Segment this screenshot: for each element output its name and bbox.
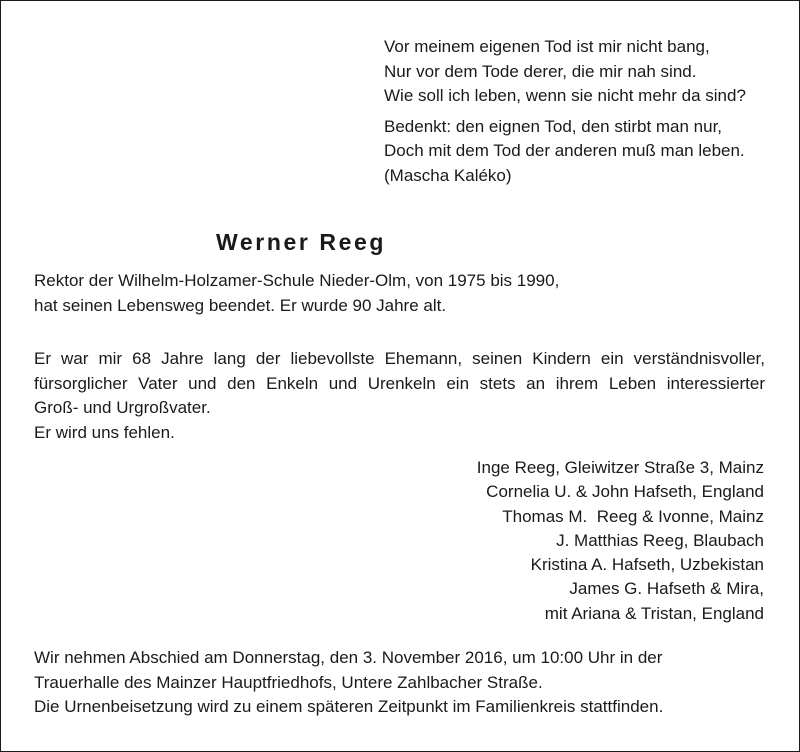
poem-stanza-2 — [384, 115, 746, 189]
poem-quote — [384, 35, 746, 188]
mourners-list — [477, 456, 764, 626]
deceased-name: Werner Reeg — [216, 229, 387, 255]
tribute-line: Er wird uns fehlen. — [34, 422, 175, 442]
mourner-entry: J. Matthias Reeg, Blaubach — [556, 530, 764, 550]
poem-line: Nur vor dem Tode derer, die mir nah sind. — [384, 61, 697, 81]
poem-line: Bedenkt: den eignen Tod, den stirbt man nur, — [384, 116, 723, 136]
mourner-entry: Inge Reeg, Gleiwitzer Straße 3, Mainz — [476, 458, 764, 477]
mourner-entry: Cornelia U. & John Hafseth, England — [486, 482, 764, 502]
poem-line: Wie soll ich leben, wenn sie nicht mehr da sind? — [384, 86, 746, 105]
intro-text — [34, 269, 774, 318]
tribute-text — [34, 347, 765, 445]
tribute-line: Er war mir 68 Jahre lang der liebevollste Ehemann, seinen Kindern ein verständnisvoller, — [34, 349, 765, 368]
mourner-entry: mit Ariana & Tristan, England — [544, 603, 764, 623]
intro-line: Rektor der Wilhelm-Holzamer-Schule Nieder-Olm, von 1975 bis 1990, — [34, 271, 560, 290]
mourner-entry: Kristina A. Hafseth, Uzbekistan — [530, 555, 764, 575]
mourner-entry: Thomas M. Reeg & Ivonne, Mainz — [502, 506, 764, 526]
mourner-entry: James G. Hafseth & Mira, — [569, 579, 764, 599]
farewell-line: Trauerhalle des Mainzer Hauptfriedhofs, Untere Zahlbacher Straße. — [34, 672, 543, 692]
poem-line: Vor meinem eigenen Tod ist mir nicht bang, — [384, 37, 710, 56]
poem-stanza-1 — [384, 35, 746, 109]
tribute-line: Groß- und Urgroßvater. — [34, 398, 211, 417]
intro-line: hat seinen Lebensweg beendet. Er wurde 90 Jahre alt. — [34, 295, 447, 315]
farewell-text — [34, 646, 774, 720]
farewell-line: Die Urnenbeisetzung wird zu einem späteren Zeitpunkt im Familienkreis stattfinden. — [34, 697, 664, 716]
poem-attribution: (Mascha Kaléko) — [384, 165, 512, 185]
tribute-line: fürsorglicher Vater und den Enkeln und Urenkeln ein stets an ihrem Leben interessierter — [34, 373, 765, 393]
farewell-line: Wir nehmen Abschied am Donnerstag, den 3. November 2016, um 10:00 Uhr in der — [34, 648, 663, 667]
poem-line: Doch mit dem Tod der anderen muß man leben. — [384, 141, 745, 160]
